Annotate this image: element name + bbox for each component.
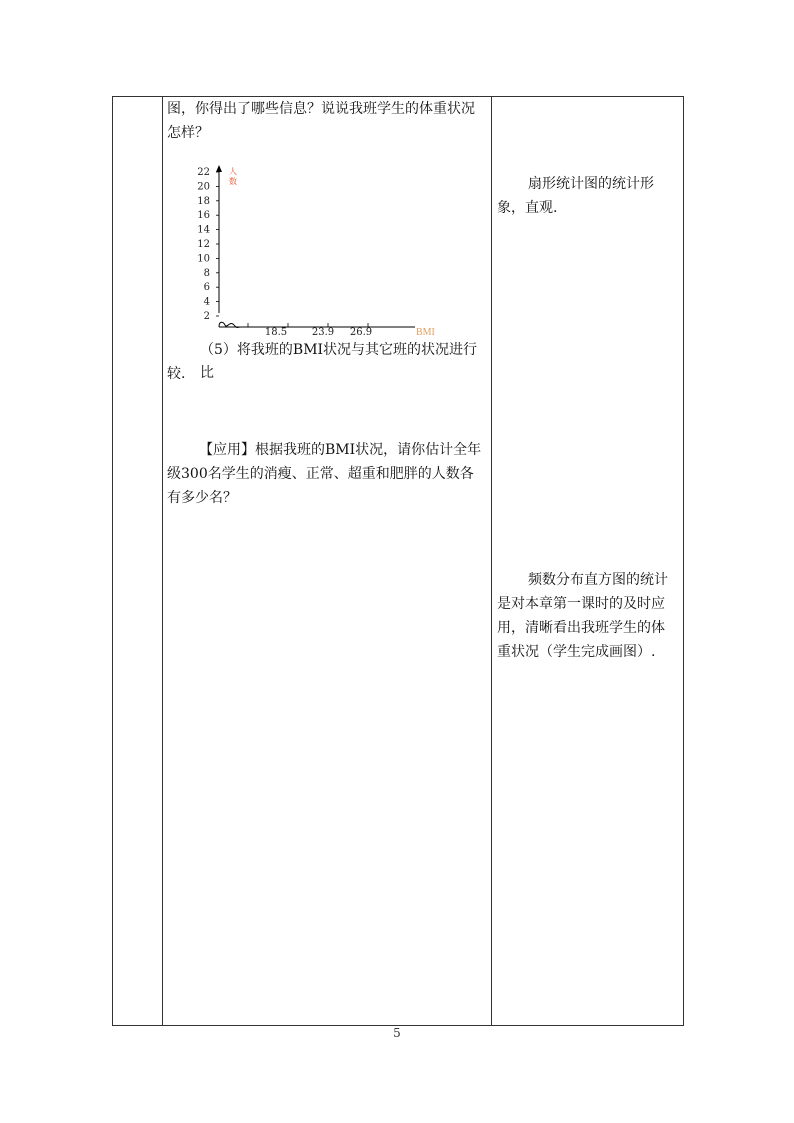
y-tick-label: 4 bbox=[203, 296, 210, 308]
question-line-1: 图，你得出了哪些信息？说说我班学生的体重状况 bbox=[167, 101, 475, 117]
bmi-histogram-chart bbox=[190, 163, 450, 341]
item5-line-2: 较. bbox=[167, 366, 186, 382]
page-number: 5 bbox=[393, 1026, 401, 1040]
y-tick-label: 8 bbox=[203, 267, 210, 279]
y-tick-label: 12 bbox=[197, 239, 210, 250]
y-tick-label: 10 bbox=[197, 253, 210, 265]
column-divider-right bbox=[491, 97, 492, 1025]
x-tick-label: 23.9 bbox=[311, 327, 335, 338]
note2-line-3: 用，清晰看出我班学生的体 bbox=[497, 620, 665, 636]
note1-line-2: 象，直观. bbox=[497, 200, 558, 216]
note2-line-1: 频数分布直方图的统计 bbox=[528, 572, 668, 588]
apply-line-3: 有多少名？ bbox=[167, 490, 237, 506]
y-tick-label: 14 bbox=[197, 224, 210, 236]
x-tick-label: 26.9 bbox=[349, 327, 373, 338]
note2-line-2: 是对本章第一课时的及时应 bbox=[497, 596, 665, 612]
y-axis-arrow bbox=[216, 165, 222, 172]
y-axis-label-char-2: 数 bbox=[229, 177, 237, 186]
y-tick-label: 20 bbox=[197, 181, 210, 193]
chart-svg bbox=[190, 163, 450, 341]
note1-line-1: 扇形统计图的统计形 bbox=[528, 176, 654, 192]
question-line-2: 怎样？ bbox=[167, 125, 209, 141]
y-tick-label: 18 bbox=[197, 195, 210, 207]
column-divider-left bbox=[162, 97, 163, 1025]
note2-line-4: 重状况（学生完成画图）. bbox=[497, 644, 656, 660]
apply-line-1: 【应用】根据我班的BMI状况，请你估计全年 bbox=[199, 442, 482, 458]
x-axis-label: BMI bbox=[416, 327, 435, 338]
y-tick-label: 22 bbox=[197, 167, 210, 178]
y-tick-label: 16 bbox=[197, 210, 210, 222]
apply-line-2: 级300名学生的消瘦、正常、超重和肥胖的人数各 bbox=[167, 466, 474, 482]
y-tick-label: 6 bbox=[203, 282, 210, 294]
y-tick-label: 2 bbox=[203, 311, 210, 322]
y-axis-label-char-1: 人 bbox=[229, 167, 237, 176]
x-tick-label: 18.5 bbox=[264, 327, 288, 338]
item5-line-1: （5）将我班的BMI状况与其它班的状况进行比 bbox=[200, 342, 478, 381]
